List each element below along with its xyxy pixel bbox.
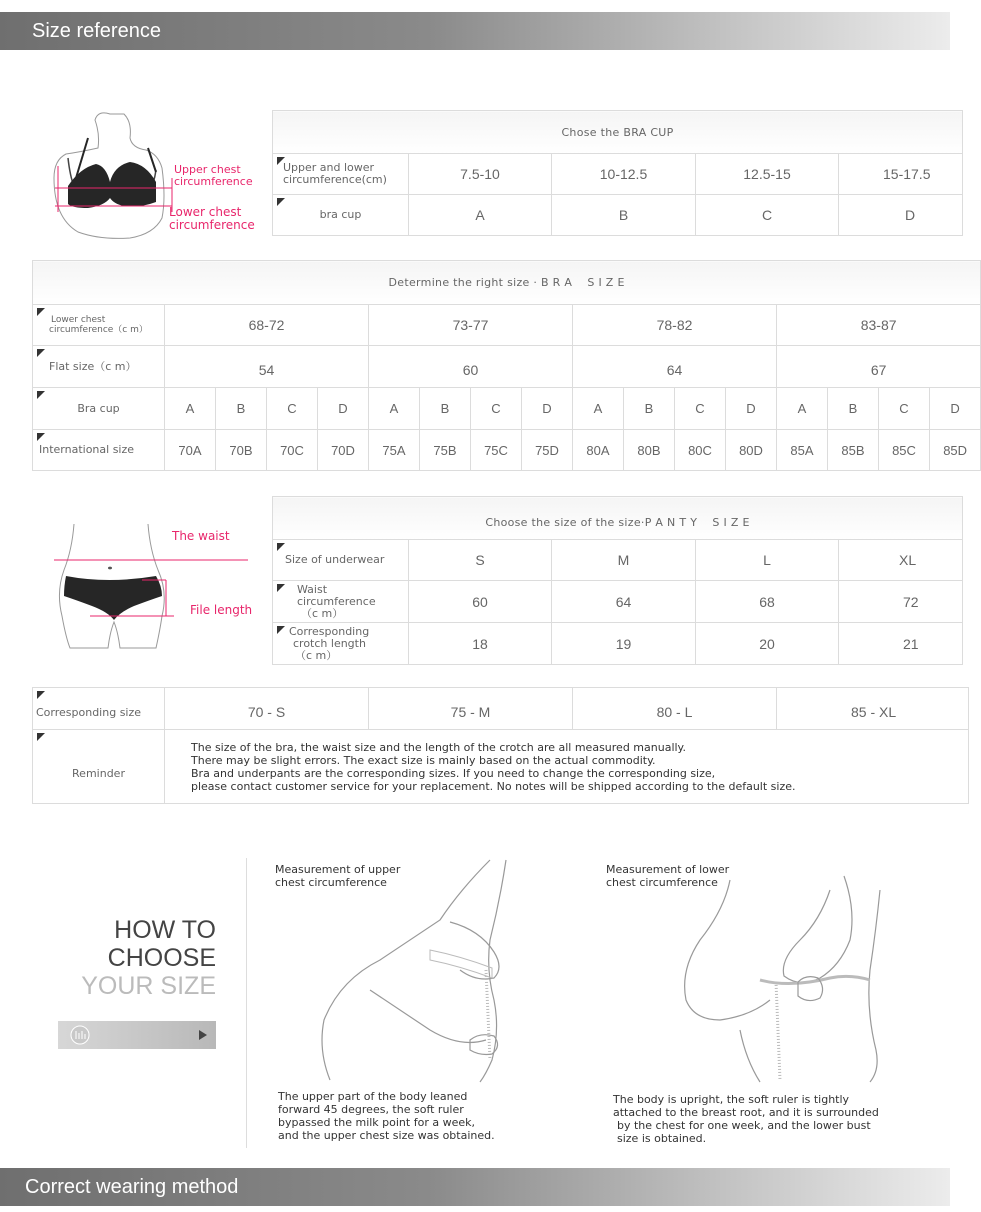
cup-cell: C (267, 388, 318, 430)
cup-cell: A (165, 388, 216, 430)
upper-measurement-illustration (310, 860, 540, 1082)
cup-circumference-cell: 10-12.5 (552, 154, 696, 195)
intl-size-cell: 75D (522, 430, 573, 471)
cup-cell: B (420, 388, 471, 430)
cup-cell: D (318, 388, 369, 430)
cup-cell: A (777, 388, 828, 430)
intl-size-cell: 70B (216, 430, 267, 471)
panty-size-cell: M (552, 540, 696, 581)
corner-mark-icon (277, 198, 285, 206)
corner-mark-icon (37, 308, 45, 316)
cup-cell: A (573, 388, 624, 430)
panty-row-label-crotch: Corresponding crotch length （c m） (273, 623, 409, 665)
lower-measurement-caption: The body is upright, the soft ruler is tightly attached to the breast root, and it is surrounded by the chest for one week, and the lower bust size is obtained. (613, 1093, 879, 1145)
upper-measurement-title: Measurement of upper chest circumference (275, 863, 401, 889)
intl-size-cell: 85C (879, 430, 930, 471)
size-reference-banner: Size reference (0, 12, 950, 50)
how-to-choose-heading: HOW TO CHOOSE (107, 916, 216, 972)
corner-mark-icon (37, 349, 45, 357)
corner-mark-icon (277, 584, 285, 592)
corner-mark-icon (277, 626, 285, 634)
corner-mark-icon (37, 433, 45, 441)
corner-mark-icon (37, 691, 45, 699)
cup-row-label-bra-cup: bra cup (273, 195, 409, 236)
corner-mark-icon (277, 543, 285, 551)
flat-size-cell: 60 (369, 346, 573, 388)
size-row-label-bra-cup: Bra cup (33, 388, 165, 430)
lower-measurement-title: Measurement of lower chest circumference (606, 863, 730, 889)
panty-size-cell: S (409, 540, 552, 581)
cup-cell: D (726, 388, 777, 430)
panty-size-cell: L (696, 540, 839, 581)
corresponding-size-table (32, 687, 969, 804)
lower-chest-range-cell: 68-72 (165, 305, 369, 346)
intl-size-cell: 80A (573, 430, 624, 471)
bra-cup-table (272, 110, 963, 236)
cup-cell: C (471, 388, 522, 430)
flat-size-cell: 54 (165, 346, 369, 388)
waist-value-cell: 64 (552, 581, 696, 623)
cup-cell: B (624, 388, 675, 430)
lower-chest-range-cell: 73-77 (369, 305, 573, 346)
waist-value-cell: 60 (409, 581, 552, 623)
cup-cell: C (879, 388, 930, 430)
crotch-value-cell: 18 (409, 623, 552, 665)
size-row-label-lower-chest: Lower chest circumference（c m） (33, 305, 165, 346)
corresponding-size-cell: 75 - M (369, 688, 573, 730)
crotch-value-cell: 21 (839, 623, 963, 665)
size-row-label-flat-size: Flat size（c m） (33, 346, 165, 388)
lower-measurement-illustration (680, 870, 890, 1082)
panty-row-label-size: Size of underwear (273, 540, 409, 581)
section-divider (246, 858, 247, 1148)
cup-row-label-circumference: Upper and lower circumference(cm) (273, 154, 409, 195)
flat-size-cell: 67 (777, 346, 981, 388)
cup-letter-cell: B (552, 195, 696, 236)
waist-value-cell: 72 (839, 581, 963, 623)
file-length-label: File length (190, 603, 253, 617)
international-size-row (33, 430, 981, 471)
bra-cup-row (33, 388, 981, 430)
size-row-label-international: International size (33, 430, 165, 471)
intl-size-cell: 75B (420, 430, 471, 471)
intl-size-cell: 70D (318, 430, 369, 471)
cup-cell: D (930, 388, 981, 430)
corresponding-size-cell: 85 - XL (777, 688, 969, 730)
corresponding-size-cell: 70 - S (165, 688, 369, 730)
flat-size-cell: 64 (573, 346, 777, 388)
intl-size-cell: 75C (471, 430, 522, 471)
upper-chest-label: Upper chest circumference (174, 163, 253, 188)
corresponding-row-label: Corresponding size (33, 688, 165, 730)
intl-size-cell: 85B (828, 430, 879, 471)
cup-cell: C (675, 388, 726, 430)
upper-measurement-caption: The upper part of the body leaned forward 45 degrees, the soft ruler bypassed the milk point for a week, and the upper chest size was obtained. (278, 1090, 495, 1142)
your-size-heading: YOUR SIZE (81, 972, 216, 1000)
lower-chest-range-cell: 83-87 (777, 305, 981, 346)
bra-size-table (32, 260, 981, 471)
waist-value-cell: 68 (696, 581, 839, 623)
cup-table-title: Chose the BRA CUP (273, 111, 963, 154)
intl-size-cell: 85A (777, 430, 828, 471)
intl-size-cell: 80D (726, 430, 777, 471)
corner-mark-icon (37, 391, 45, 399)
lower-chest-range-cell: 78-82 (573, 305, 777, 346)
reminder-text: The size of the bra, the waist size and the length of the crotch are all measured manually. There may be slight errors. The exact size is mainly based on the actual commodity. Bra and underpants are the corresponding sizes. If you need to change the corresponding size, please contact customer service for your replacement. No notes will be shipped according to the default size. (165, 730, 969, 804)
cup-cell: B (216, 388, 267, 430)
corner-mark-icon (277, 157, 285, 165)
cup-letter-cell: A (409, 195, 552, 236)
intl-size-cell: 80B (624, 430, 675, 471)
cup-letter-cell: D (839, 195, 963, 236)
intl-size-cell: 75A (369, 430, 420, 471)
cup-circumference-cell: 15-17.5 (839, 154, 963, 195)
panty-size-table (272, 496, 963, 665)
reminder-label: Reminder (33, 730, 165, 804)
waist-label: The waist (172, 529, 230, 543)
panty-table-title: Choose the size of the size·P A N T Y S I Z E (273, 497, 963, 540)
crotch-value-cell: 19 (552, 623, 696, 665)
cup-cell: A (369, 388, 420, 430)
cup-circumference-cell: 7.5-10 (409, 154, 552, 195)
panty-row-label-waist: Waist circumference （c m） (273, 581, 409, 623)
cup-letter-cell: C (696, 195, 839, 236)
panty-size-cell: XL (839, 540, 963, 581)
intl-size-cell: 85D (930, 430, 981, 471)
play-arrow-icon (198, 1030, 208, 1040)
cup-cell: B (828, 388, 879, 430)
cup-circumference-cell: 12.5-15 (696, 154, 839, 195)
corner-mark-icon (37, 733, 45, 741)
cup-cell: D (522, 388, 573, 430)
crotch-value-cell: 20 (696, 623, 839, 665)
how-to-bar[interactable] (58, 1021, 216, 1049)
ruler-badge-icon (70, 1025, 90, 1045)
bra-size-table-title: Determine the right size · B R A S I Z E (33, 261, 981, 305)
intl-size-cell: 70A (165, 430, 216, 471)
correct-wearing-banner: Correct wearing method (0, 1168, 950, 1206)
intl-size-cell: 80C (675, 430, 726, 471)
intl-size-cell: 70C (267, 430, 318, 471)
lower-chest-label: Lower chest circumference (169, 205, 255, 232)
corresponding-size-cell: 80 - L (573, 688, 777, 730)
